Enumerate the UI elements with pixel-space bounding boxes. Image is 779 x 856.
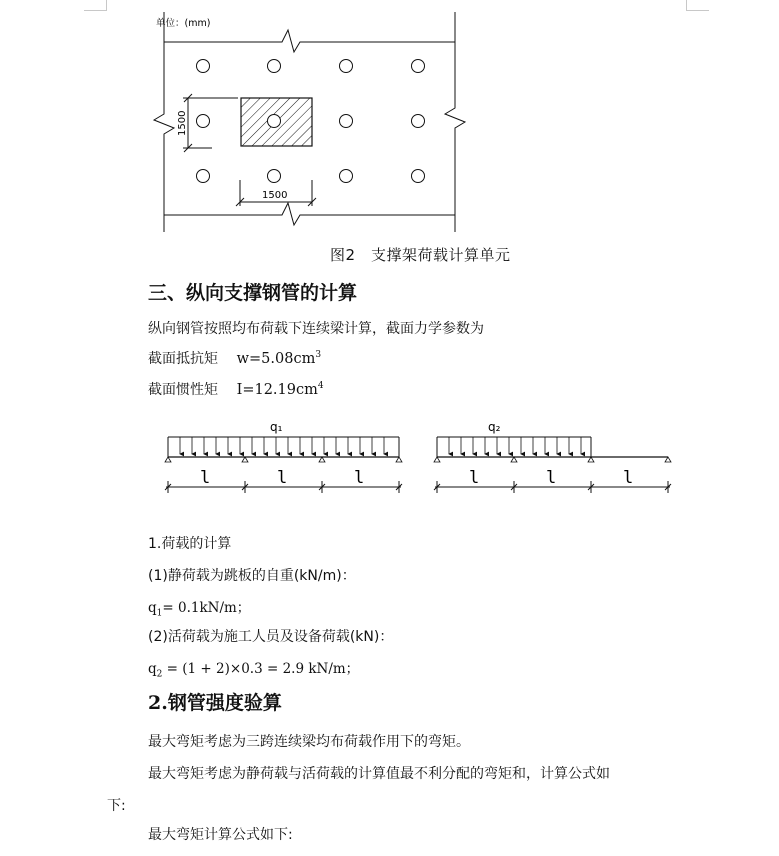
strength-paragraph-3: 最大弯矩计算公式如下: xyxy=(148,827,293,843)
pole-circle xyxy=(340,60,353,73)
modulus-label: 截面抵抗矩 xyxy=(148,351,218,367)
span-label: l xyxy=(546,468,557,488)
beam-right-load-label: q₂ xyxy=(488,420,501,434)
span-label: l xyxy=(277,468,288,488)
horizontal-dimension-label: 1500 xyxy=(262,190,288,201)
beam-right xyxy=(437,437,668,457)
support-frame-diagram xyxy=(150,10,480,242)
unit-label: 单位：(mm) xyxy=(156,18,211,29)
q2-symbol: q xyxy=(148,661,157,677)
pole-circle xyxy=(412,115,425,128)
strength-paragraph-2: 最大弯矩考虑为静荷载与活荷载的计算值最不利分配的弯矩和，计算公式如 xyxy=(148,766,610,782)
q2-formula xyxy=(148,657,359,680)
inertia-value: I=12.19cm xyxy=(236,382,318,398)
strength-heading: 2.钢管强度验算 xyxy=(148,692,282,714)
vertical-dimension-label: 1500 xyxy=(177,110,188,136)
frame-left-edge xyxy=(154,12,174,232)
pole-circle xyxy=(412,170,425,183)
q1-value: = 0.1kN/m； xyxy=(162,600,251,616)
static-load-desc: (1)静荷载为跳板的自重(kN/m)： xyxy=(148,568,356,584)
pole-circle xyxy=(268,115,281,128)
section-modulus-line xyxy=(148,348,321,368)
modulus-exponent: 3 xyxy=(315,350,322,361)
continuous-beam-diagrams xyxy=(158,415,678,497)
page-corner-mark-left xyxy=(84,0,107,11)
pole-circle xyxy=(197,170,210,183)
beam-left-load-arrows xyxy=(180,437,384,454)
pole-circle xyxy=(197,60,210,73)
section-inertia-line xyxy=(148,379,324,399)
pole-circle xyxy=(412,60,425,73)
q1-symbol: q xyxy=(148,600,157,616)
section-heading: 三、纵向支撑钢管的计算 xyxy=(148,282,358,304)
q1-formula xyxy=(148,596,250,619)
beam-right-load-arrows xyxy=(449,437,581,454)
page-corner-mark-right xyxy=(686,0,709,11)
strength-paragraph-1: 最大弯矩考虑为三跨连续梁均布荷载作用下的弯矩。 xyxy=(148,734,470,750)
frame-right-edge xyxy=(445,12,465,232)
pole-circle xyxy=(268,170,281,183)
pole-circle xyxy=(197,115,210,128)
loads-heading: 1.荷载的计算 xyxy=(148,536,232,552)
inertia-exponent: 4 xyxy=(317,381,324,392)
strength-paragraph-2-continued: 下: xyxy=(107,798,126,814)
span-label: l xyxy=(200,468,211,488)
inertia-label: 截面惯性矩 xyxy=(148,382,218,398)
span-label: l xyxy=(354,468,365,488)
beam-right-supports xyxy=(434,457,671,462)
beam-left-supports xyxy=(165,457,402,462)
span-label: l xyxy=(469,468,480,488)
intro-paragraph: 纵向钢管按照均布荷载下连续梁计算，截面力学参数为 xyxy=(148,321,484,337)
q2-value: = (1 + 2)×0.3 = 2.9 kN/m； xyxy=(162,661,360,677)
pole-circle xyxy=(340,115,353,128)
q1-subscript: 1 xyxy=(156,608,163,619)
span-label: l xyxy=(623,468,634,488)
vertical-dimension xyxy=(183,94,238,152)
beam-left-load-label: q₁ xyxy=(270,420,283,434)
modulus-value: w=5.08cm xyxy=(236,351,316,367)
beam-left xyxy=(168,437,399,457)
pole-circle xyxy=(340,170,353,183)
frame-bottom-edge xyxy=(164,203,455,225)
live-load-desc: (2)活荷载为施工人员及设备荷载(kN)： xyxy=(148,629,394,645)
q2-subscript: 2 xyxy=(156,669,163,680)
frame-top-edge xyxy=(164,30,455,52)
pole-circle xyxy=(268,60,281,73)
figure-caption: 图2 支撑架荷载计算单元 xyxy=(330,246,511,264)
